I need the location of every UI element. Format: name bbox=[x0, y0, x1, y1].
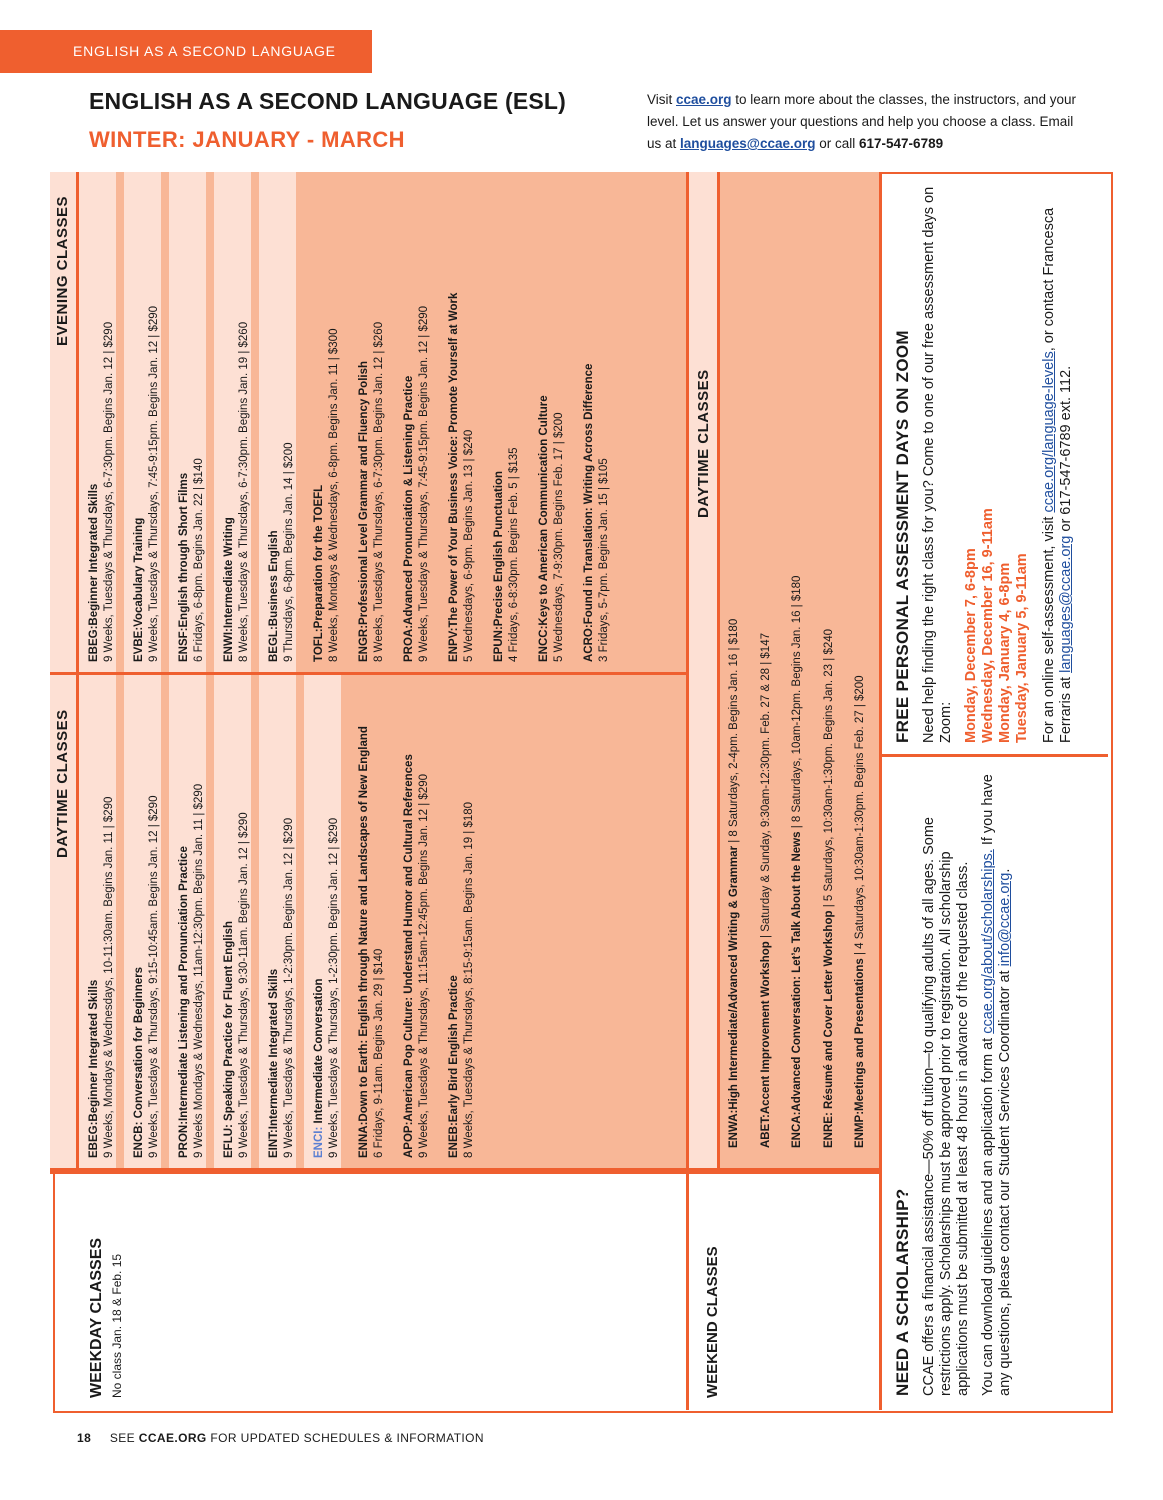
class-details: 9 Weeks, Tuesdays & Thursdays, 7:45-9:15pm. Begins Jan. 12 | $290 bbox=[417, 305, 430, 662]
class-details: 9 Weeks, Tuesdays & Thursdays, 9:15-10:45am. Begins Jan. 12 | $290 bbox=[147, 795, 160, 1158]
class-entry bbox=[304, 675, 341, 1168]
assessment-heading: FREE PERSONAL ASSESSMENT DAYS ON ZOOM bbox=[893, 330, 912, 743]
class-entry bbox=[439, 675, 476, 1168]
class-name: Intermediate Integrated Skills bbox=[268, 968, 280, 1130]
footer-site: CCAE.ORG bbox=[138, 1431, 207, 1445]
class-entry bbox=[845, 178, 877, 1158]
weekday-heading: WEEKDAY CLASSES bbox=[88, 1237, 105, 1398]
weekday-daytime-heading: DAYTIME CLASSES bbox=[54, 709, 71, 858]
weekday-evening-heading: EVENING CLASSES bbox=[54, 195, 71, 346]
class-name: Conversation for Beginners bbox=[133, 966, 145, 1122]
class-details: 8 Weeks, Tuesdays & Thursdays, 6-7:30pm. Begins Jan. 12 | $260 bbox=[372, 321, 385, 662]
section-tab bbox=[0, 30, 372, 73]
class-details: 9 Weeks, Mondays & Wednesdays, 10-11:30am. Begins Jan. 11 | $290 bbox=[102, 796, 115, 1158]
class-details: | 4 Saturdays, 10:30am-1:30pm. Begins Feb. 27 | $200 bbox=[854, 675, 866, 959]
class-details: | 5 Saturdays, 10:30am-1:30pm. Begins Jan. 23 | $240 bbox=[822, 628, 835, 911]
weekend-list bbox=[719, 178, 877, 1158]
scholarships-link[interactable]: ccae.org/about/scholarships. bbox=[980, 849, 996, 1034]
class-entry bbox=[394, 172, 431, 672]
page-footer: 18 SEE CCAE.ORG FOR UPDATED SCHEDULES & INFORMATION bbox=[77, 1431, 484, 1445]
class-code: ACRO: bbox=[583, 624, 595, 662]
weekday-label-cell bbox=[50, 1174, 686, 1410]
class-entry bbox=[484, 172, 521, 672]
section-tab-label: ENGLISH AS A SECOND LANGUAGE bbox=[73, 43, 336, 59]
class-entry bbox=[79, 172, 116, 672]
weekday-note: No class Jan. 18 & Feb. 15 bbox=[110, 1253, 124, 1398]
class-code: ENPV: bbox=[448, 627, 460, 662]
class-name: American Pop Culture: Understand Humor and Cultural References bbox=[403, 754, 415, 1122]
page-number: 18 bbox=[77, 1431, 92, 1445]
class-details: 4 Fridays, 6-8:30pm. Begins Feb. 5 | $135 bbox=[507, 447, 520, 662]
assessment-date: Tuesday, January 5, 9-11am bbox=[1014, 553, 1030, 743]
class-details: 9 Weeks, Tuesdays & Thursdays, 1-2:30pm. Begins Jan. 12 | $290 bbox=[282, 817, 295, 1158]
weekday-band bbox=[50, 172, 686, 1410]
class-entry bbox=[782, 178, 814, 1158]
class-entry bbox=[79, 675, 116, 1168]
class-details: 9 Thursdays, 6-8pm. Begins Jan. 14 | $200 bbox=[282, 442, 295, 662]
class-code: ENWI: bbox=[223, 628, 235, 662]
class-code: EPUN: bbox=[493, 626, 505, 662]
class-name: Advanced Pronunciation & Listening Practice bbox=[403, 375, 415, 625]
class-details: | 8 Saturdays, 2-4pm. Begins Jan. 16 | $180 bbox=[728, 618, 740, 846]
class-entry bbox=[529, 172, 566, 672]
class-name: Intermediate Conversation bbox=[313, 978, 325, 1127]
class-details: 3 Fridays, 5-7pm. Begins Jan. 15 | $105 bbox=[597, 458, 610, 662]
class-code: ENWA: bbox=[728, 1109, 740, 1148]
class-entry bbox=[394, 675, 431, 1168]
class-details: 9 Weeks, Tuesdays & Thursdays, 7:45-9:15pm. Begins Jan. 12 | $290 bbox=[147, 305, 160, 662]
class-entry bbox=[349, 172, 386, 672]
class-code: EINT: bbox=[268, 1129, 280, 1158]
class-details: 9 Weeks, Tuesdays & Thursdays, 1-2:30pm. Begins Jan. 12 | $290 bbox=[327, 817, 340, 1158]
class-name: High Intermediate/Advanced Writing & Grammar bbox=[728, 845, 740, 1110]
weekend-heading: WEEKEND CLASSES bbox=[704, 1246, 721, 1398]
class-name: Down to Earth: English through Nature and Landscapes of New England bbox=[358, 726, 370, 1122]
class-code: ABET: bbox=[759, 1114, 772, 1148]
class-code: EVBE: bbox=[133, 626, 145, 662]
class-name: English through Short Films bbox=[178, 472, 190, 628]
class-name: Preparation for the TOEFL bbox=[313, 484, 325, 629]
class-details: 9 Weeks, Tuesdays & Thursdays, 9:30-11am. Begins Jan. 12 | $290 bbox=[237, 812, 250, 1158]
class-code: EBEG: bbox=[88, 625, 100, 662]
class-entry bbox=[814, 178, 846, 1158]
weekend-classes-area bbox=[689, 172, 879, 1168]
class-details: 8 Weeks, Tuesdays & Thursdays, 6-7:30pm. Begins Jan. 19 | $260 bbox=[237, 321, 250, 662]
class-entry bbox=[169, 675, 206, 1168]
class-entry bbox=[124, 172, 161, 672]
class-name: Accent Improvement Workshop bbox=[759, 941, 772, 1115]
class-entry bbox=[124, 675, 161, 1168]
class-code: ENEB: bbox=[448, 1122, 460, 1158]
scholarship-contact: You can download guidelines and an application form at ccae.org/about/scholarships. If you have any questions, please contact our Student Services Coordinator at info@ccae.org. bbox=[980, 774, 1013, 1396]
class-details: 9 Weeks Mondays & Wednesdays, 11am-12:30pm. Begins Jan. 11 | $290 bbox=[192, 783, 205, 1158]
scholarship-text: CCAE offers a financial assistance—50% off tuition—to qualifying adults of all ages. Some restrictions apply. Scholarships must be approved prior to registration. All scholarship applications must be submitted at least 48 hours in advance of the requested class. bbox=[921, 817, 971, 1396]
info-email-link[interactable]: info@ccae.org bbox=[997, 872, 1013, 967]
class-entry bbox=[259, 675, 296, 1168]
weekend-band bbox=[689, 172, 879, 1410]
class-entry bbox=[439, 172, 476, 672]
weekday-evening-list bbox=[79, 172, 686, 672]
class-code: ENGR: bbox=[358, 624, 370, 662]
weekday-daytime-list bbox=[79, 675, 686, 1168]
class-details: 8 Weeks, Tuesdays & Thursdays, 8:15-9:15am. Begins Jan. 19 | $180 bbox=[462, 801, 475, 1158]
class-entry bbox=[349, 675, 386, 1168]
class-name: Advanced Conversation: Let’s Talk About the News bbox=[791, 831, 803, 1112]
class-entry bbox=[214, 675, 251, 1168]
class-details: 5 Wednesdays, 6-9pm. Begins Jan. 13 | $240 bbox=[462, 429, 475, 662]
class-details: 6 Fridays, 9-11am. Begins Jan. 29 | $140 bbox=[372, 948, 385, 1158]
assessment-contact: For an online self-assessment, visit ccae.org/language-levels, or contact Francesca Ferraris at languages@ccae.org or 617-547-6789 ext. 112. bbox=[1041, 207, 1074, 743]
class-entry bbox=[304, 172, 341, 672]
class-name: Résumé and Cover Letter Workshop bbox=[822, 910, 835, 1113]
class-details: 8 Weeks, Mondays & Wednesdays, 6-8pm. Begins Jan. 11 | $300 bbox=[327, 328, 340, 662]
class-name: Keys to American Communication Culture bbox=[538, 395, 550, 626]
scholarship-section bbox=[894, 771, 1022, 1396]
languages-email-link[interactable]: languages@ccae.org bbox=[680, 136, 816, 151]
class-name: Vocabulary Training bbox=[133, 517, 145, 627]
assessment-date: Wednesday, December 16, 9-11am bbox=[980, 508, 996, 743]
class-code: EBEG: bbox=[88, 1121, 100, 1158]
languages-email-link-2[interactable]: languages@ccae.org bbox=[1058, 535, 1074, 673]
phone-number: 617-547-6789 bbox=[859, 136, 944, 151]
class-code: ENCB: bbox=[133, 1121, 145, 1158]
class-name: The Power of Your Business Voice: Promote Yourself at Work bbox=[448, 292, 460, 628]
class-entry bbox=[574, 172, 611, 672]
class-details: | 8 Saturdays, 10am-12pm. Begins Jan. 16 | $180 bbox=[791, 575, 803, 832]
class-details: 5 Wednesdays, 7-9:30pm. Begins Feb. 17 | $200 bbox=[552, 412, 565, 662]
class-name: Meetings and Presentations bbox=[854, 958, 866, 1111]
info-band bbox=[882, 172, 1108, 1410]
schedule-table bbox=[50, 172, 1108, 1410]
class-code: ENCI: bbox=[313, 1126, 325, 1158]
assessment-text: Need help finding the right class for you? Come to one of our free assessment days on Zoom: bbox=[921, 186, 954, 743]
class-entry bbox=[214, 172, 251, 672]
class-code: ENMP: bbox=[854, 1110, 866, 1148]
assessment-date: Monday, January 4, 6-8pm bbox=[997, 562, 1013, 743]
class-code: EFLU: bbox=[223, 1124, 235, 1158]
assessment-date: Monday, December 7, 6-8pm bbox=[963, 548, 979, 743]
class-name: Beginner Integrated Skills bbox=[88, 979, 100, 1122]
class-code: APOP: bbox=[403, 1121, 415, 1158]
class-name: Found in Translation: Writing Across Difference bbox=[583, 363, 595, 625]
class-name: Precise English Punctuation bbox=[493, 470, 505, 627]
weekday-classes-area bbox=[50, 172, 686, 1168]
class-name: Early Bird English Practice bbox=[448, 975, 460, 1123]
page-title: ENGLISH AS A SECOND LANGUAGE (ESL) bbox=[89, 88, 567, 114]
class-code: ENNA: bbox=[358, 1121, 370, 1158]
weekend-label-cell bbox=[689, 1174, 879, 1410]
class-name: Intermediate Writing bbox=[223, 517, 235, 629]
class-name: Speaking Practice for Fluent English bbox=[223, 920, 235, 1125]
class-name: Intermediate Listening and Pronunciation Practice bbox=[178, 846, 190, 1121]
class-details: 9 Weeks, Tuesdays & Thursdays, 11:15am-12:45pm. Begins Jan. 12 | $290 bbox=[417, 774, 430, 1158]
class-entry bbox=[751, 178, 783, 1158]
class-details: 6 Fridays, 6-8pm. Begins Jan. 22 | $140 bbox=[192, 458, 205, 662]
class-name: Business English bbox=[268, 530, 280, 627]
class-code: BEGL: bbox=[268, 626, 280, 662]
language-levels-link[interactable]: ccae.org/language-levels bbox=[1041, 351, 1057, 513]
class-entry bbox=[169, 172, 206, 672]
class-code: ENRE: bbox=[822, 1112, 835, 1148]
class-code: ENCA: bbox=[791, 1111, 803, 1148]
class-entry bbox=[719, 178, 751, 1158]
class-details: | Saturday & Sunday, 9:30am-12:30pm. Feb. 27 & 28 | $147 bbox=[759, 633, 772, 942]
intro-text: Visit ccae.org to learn more about the classes, the instructors, and your level. Let us answer your questions and help you choose a class. Email us at languages@ccae.org or call 617-547-6789 bbox=[647, 92, 1076, 151]
class-code: PROA: bbox=[403, 624, 415, 662]
scholarship-heading: NEED A SCHOLARSHIP? bbox=[893, 1188, 912, 1396]
class-code: PRON: bbox=[178, 1120, 190, 1158]
class-code: ENCC: bbox=[538, 625, 550, 662]
assessment-dates bbox=[963, 183, 1031, 743]
class-entry bbox=[259, 172, 296, 672]
class-name: Professional Level Grammar and Fluency Polish bbox=[358, 360, 370, 625]
page-subtitle: WINTER: JANUARY - MARCH bbox=[89, 127, 405, 152]
assessment-section bbox=[894, 183, 1083, 743]
class-details: 9 Weeks, Tuesdays & Thursdays, 6-7:30pm. Begins Jan. 12 | $290 bbox=[102, 321, 115, 662]
class-name: Beginner Integrated Skills bbox=[88, 483, 100, 626]
class-code: ENSF: bbox=[178, 627, 190, 662]
ccae-link[interactable]: ccae.org bbox=[676, 92, 732, 107]
weekend-daytime-heading: DAYTIME CLASSES bbox=[695, 369, 712, 518]
class-code: TOFL: bbox=[313, 628, 325, 662]
